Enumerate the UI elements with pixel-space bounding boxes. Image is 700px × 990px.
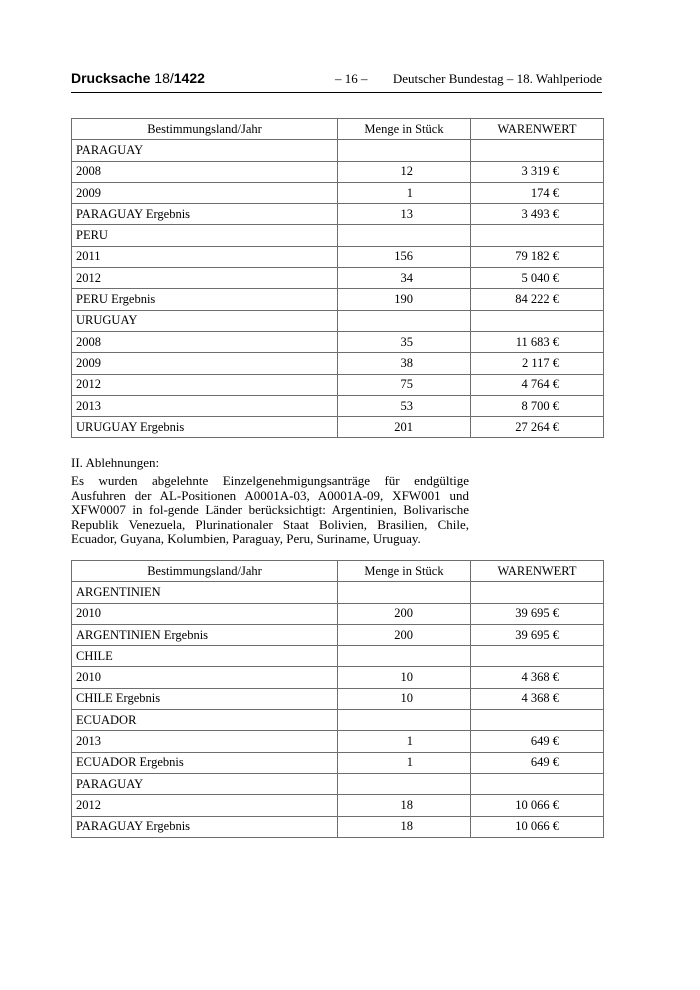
cell-quantity: 75 — [338, 374, 471, 395]
cell-value: 39 695 € — [471, 624, 604, 645]
table-header-row — [72, 561, 604, 582]
table-row — [72, 603, 604, 624]
column-header-country-year: Bestimmungsland/Jahr — [72, 561, 338, 582]
cell-value: 3 493 € — [471, 204, 604, 225]
table-row — [72, 182, 604, 203]
cell-quantity — [338, 140, 471, 161]
cell-value — [471, 310, 604, 331]
table-row — [72, 161, 604, 182]
cell-value: 11 683 € — [471, 331, 604, 352]
export-table-approved — [71, 118, 604, 438]
cell-country-year: 2013 — [72, 731, 338, 752]
parliament-label: Deutscher Bundestag – 18. Wahlperiode — [392, 71, 602, 86]
cell-quantity: 201 — [338, 417, 471, 438]
table-row — [72, 268, 604, 289]
cell-value: 2 117 € — [471, 353, 604, 374]
cell-quantity: 1 — [338, 182, 471, 203]
cell-country-year: ARGENTINIEN — [72, 582, 338, 603]
cell-country-year: URUGUAY — [72, 310, 338, 331]
table-row — [72, 646, 604, 667]
table-row — [72, 795, 604, 816]
cell-country-year: 2012 — [72, 795, 338, 816]
table-row — [72, 225, 604, 246]
cell-value: 174 € — [471, 182, 604, 203]
cell-quantity: 38 — [338, 353, 471, 374]
cell-quantity: 200 — [338, 603, 471, 624]
cell-quantity: 35 — [338, 331, 471, 352]
column-header-value: WARENWERT — [471, 561, 604, 582]
cell-quantity: 10 — [338, 688, 471, 709]
document-number — [71, 70, 205, 86]
cell-value: 10 066 € — [471, 816, 604, 837]
cell-quantity: 18 — [338, 816, 471, 837]
cell-country-year: PERU Ergebnis — [72, 289, 338, 310]
table-row — [72, 140, 604, 161]
table-row — [72, 331, 604, 352]
cell-value: 4 764 € — [471, 374, 604, 395]
cell-country-year: 2011 — [72, 246, 338, 267]
cell-quantity: 156 — [338, 246, 471, 267]
cell-value: 649 € — [471, 731, 604, 752]
cell-value: 3 319 € — [471, 161, 604, 182]
cell-quantity — [338, 646, 471, 667]
table-row — [72, 289, 604, 310]
cell-country-year: 2008 — [72, 331, 338, 352]
cell-country-year: 2012 — [72, 374, 338, 395]
cell-country-year: 2012 — [72, 268, 338, 289]
cell-quantity: 1 — [338, 752, 471, 773]
cell-value: 84 222 € — [471, 289, 604, 310]
cell-value: 4 368 € — [471, 688, 604, 709]
cell-value: 39 695 € — [471, 603, 604, 624]
cell-quantity: 10 — [338, 667, 471, 688]
cell-quantity: 53 — [338, 395, 471, 416]
cell-country-year: PARAGUAY Ergebnis — [72, 816, 338, 837]
cell-country-year: 2013 — [72, 395, 338, 416]
table-row — [72, 582, 604, 603]
table-row — [72, 204, 604, 225]
table-header-row — [72, 119, 604, 140]
table-row — [72, 688, 604, 709]
cell-country-year: PARAGUAY — [72, 140, 338, 161]
column-header-quantity: Menge in Stück — [338, 119, 471, 140]
cell-country-year: ECUADOR — [72, 710, 338, 731]
cell-quantity — [338, 310, 471, 331]
export-table-rejected — [71, 560, 604, 838]
cell-value: 649 € — [471, 752, 604, 773]
table-row — [72, 816, 604, 837]
cell-value — [471, 646, 604, 667]
table-row — [72, 710, 604, 731]
cell-quantity: 13 — [338, 204, 471, 225]
cell-country-year: 2010 — [72, 667, 338, 688]
cell-quantity — [338, 225, 471, 246]
table-row — [72, 395, 604, 416]
cell-country-year: ECUADOR Ergebnis — [72, 752, 338, 773]
doc-label: Drucksache — [71, 70, 151, 86]
cell-country-year: PARAGUAY Ergebnis — [72, 204, 338, 225]
cell-value — [471, 773, 604, 794]
cell-value: 4 368 € — [471, 667, 604, 688]
table-row — [72, 624, 604, 645]
cell-quantity — [338, 710, 471, 731]
cell-value: 8 700 € — [471, 395, 604, 416]
table-row — [72, 417, 604, 438]
table-row — [72, 246, 604, 267]
page-number: – 16 – — [335, 71, 368, 86]
table-row — [72, 773, 604, 794]
cell-quantity: 1 — [338, 731, 471, 752]
column-header-country-year: Bestimmungsland/Jahr — [72, 119, 338, 140]
cell-value: 27 264 € — [471, 417, 604, 438]
cell-country-year: PARAGUAY — [72, 773, 338, 794]
table-row — [72, 310, 604, 331]
cell-value: 10 066 € — [471, 795, 604, 816]
column-header-value: WARENWERT — [471, 119, 604, 140]
table-row — [72, 667, 604, 688]
cell-quantity — [338, 582, 471, 603]
cell-value — [471, 140, 604, 161]
cell-quantity: 12 — [338, 161, 471, 182]
cell-value — [471, 582, 604, 603]
table-body — [72, 582, 604, 838]
table-row — [72, 374, 604, 395]
cell-quantity: 190 — [338, 289, 471, 310]
table-body — [72, 140, 604, 438]
cell-country-year: 2009 — [72, 182, 338, 203]
cell-country-year: CHILE Ergebnis — [72, 688, 338, 709]
table-row — [72, 752, 604, 773]
section-paragraph: Es wurden abgelehnte Einzelgenehmigungsanträge für endgültige Ausfuhren der AL-Positionen A0001A-03, A0001A-09, XFW001 und XFW0007 in fol-gende Länder berücksichtigt: Argentinien, Bolivarische Republik Venezuela, Plurinationaler Staat Bolivien, Brasilien, Chile, Ecuador, Guyana, Kolumbien, Paraguay, Peru, Suriname, Uruguay. — [71, 473, 469, 546]
section-heading: II. Ablehnungen: — [71, 455, 160, 470]
cell-country-year: 2010 — [72, 603, 338, 624]
cell-value — [471, 710, 604, 731]
cell-quantity: 18 — [338, 795, 471, 816]
cell-country-year: URUGUAY Ergebnis — [72, 417, 338, 438]
cell-quantity: 34 — [338, 268, 471, 289]
cell-quantity — [338, 773, 471, 794]
cell-value: 5 040 € — [471, 268, 604, 289]
cell-country-year: ARGENTINIEN Ergebnis — [72, 624, 338, 645]
doc-number-prefix: 18/ — [150, 70, 174, 86]
table-row — [72, 731, 604, 752]
column-header-quantity: Menge in Stück — [338, 561, 471, 582]
cell-value — [471, 225, 604, 246]
doc-number-suffix: 1422 — [173, 70, 205, 86]
cell-quantity: 200 — [338, 624, 471, 645]
page-header — [71, 70, 602, 93]
cell-country-year: 2009 — [72, 353, 338, 374]
cell-country-year: PERU — [72, 225, 338, 246]
cell-country-year: CHILE — [72, 646, 338, 667]
table-row — [72, 353, 604, 374]
cell-value: 79 182 € — [471, 246, 604, 267]
cell-country-year: 2008 — [72, 161, 338, 182]
